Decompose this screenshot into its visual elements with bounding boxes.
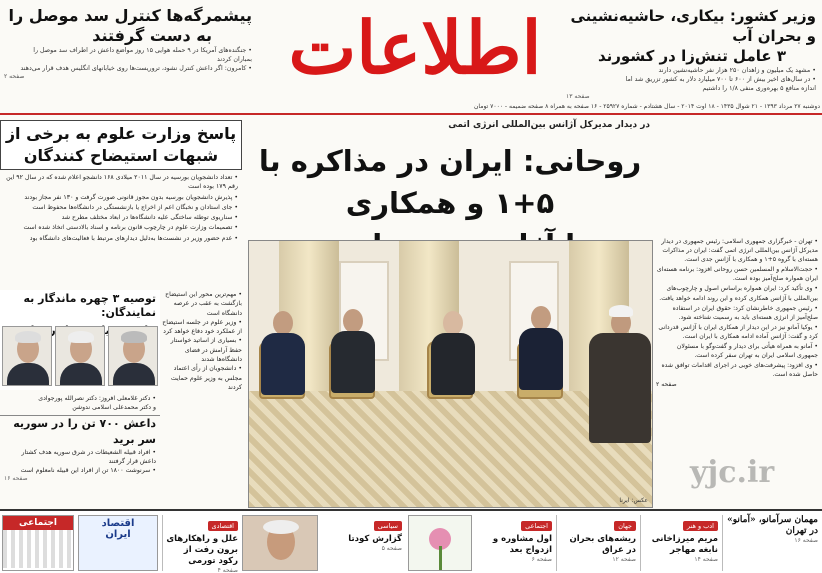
- masthead-right-line: • مشهد یک میلیون و زاهدان ۲۵۰ هزار نفر حاشیه‌نشین دارند: [658, 67, 816, 74]
- teaser-thumbnail: [242, 515, 318, 571]
- masthead-right-headline-1: وزیر کشور: بیکاری، حاشیه‌نشینی و بحران آب: [570, 7, 816, 45]
- teaser-title: ریشه‌های بحران در عراق: [569, 534, 636, 555]
- main-photo[interactable]: [248, 240, 653, 508]
- portrait-photo: [108, 326, 158, 386]
- teaser-strip: [0, 509, 822, 573]
- left-page-ref: صفحه ۱۶: [4, 475, 28, 483]
- watermark-logo: yjc.ir: [690, 455, 775, 490]
- masthead-right-line: • در سال‌های اخیر بیش از ۶۰۰ تا ۷۰۰ میلیارد دلار به کشور تزریق شد اما: [625, 76, 816, 83]
- masthead-divider: [0, 113, 822, 115]
- right-paragraph: • آمانو به همراه هیأتی برای دیدار و گفت‌وگو با مسئولان جمهوری اسلامی ایران به تهران سفر کرده است.: [676, 343, 818, 360]
- masthead-right-story[interactable]: [566, 6, 816, 100]
- left-paragraph: • جای استادان و نخبگان اعم از اخراج یا بازنشستگی در دانشگاه‌ها محفوظ است: [32, 203, 238, 211]
- portrait-photo: [2, 326, 52, 386]
- masthead-left-page: صفحه ۲: [4, 73, 25, 80]
- main-kicker: در دیدار مدیرکل آژانس بین‌المللی انرژی اتمی: [448, 120, 650, 130]
- left-bottom-line: • افراد قبیله الشعیطات در شرق سوریه هدف کشتار داعش قرار گرفتند: [21, 448, 156, 465]
- photo-credit: عکس: ایرنا: [619, 497, 648, 504]
- teaser-page: صفحه ۱۴: [694, 556, 718, 563]
- right-paragraph: • تهران - خبرگزاری جمهوری اسلامی: رئیس جمهوری در دیدار مدیرکل آژانس بین‌المللی انرژی اتمی گفت: ایران در مذاکرات هسته‌ای با گروه ۵+۱ و همکاری با آژانس جدی است.: [661, 238, 818, 264]
- right-paragraph: • یوکیا آمانو نیز در این دیدار از همکاری ایران با آژانس قدردانی کرد و گفت: آژانس آماده ادامه همکاری با ایران است.: [658, 323, 818, 340]
- teaser-item[interactable]: [164, 513, 238, 573]
- left-column: [0, 117, 242, 502]
- teaser-title: اول مشاوره و ازدواج بعد: [492, 534, 552, 555]
- left-mid-line: • بسیاری از اساتید خواستار حفظ آرامش در فضای دانشگاه‌ها شدند: [170, 337, 242, 364]
- teaser-page: صفحه ۱۲: [612, 556, 636, 563]
- left-paragraph: • تصمیمات وزارت علوم در چارچوب قانون برنامه و اسناد بالادستی اتخاذ شده است: [23, 224, 238, 232]
- masthead-left-headline-1: پیشمرگه‌ها کنترل سد موصل را: [8, 6, 252, 25]
- teaser-label: اجتماعی: [3, 516, 73, 530]
- left-mid-line: • دانشجویان از رأی اعتماد مجلس به وزیر علوم حمایت کردند: [170, 365, 242, 391]
- teaser-item[interactable]: [724, 513, 818, 573]
- newspaper-logo: اطلاعات: [288, 5, 542, 90]
- masthead-left-line: بمباران کردند: [217, 56, 252, 63]
- left-paragraph: • سناریوی توطئه ساختگی علیه دانشگاه‌ها در ابعاد مختلف مطرح شد: [61, 214, 238, 222]
- right-paragraph: • رئیس جمهوری خاطرنشان کرد: حقوق ایران در استفاده صلح‌آمیز از انرژی هسته‌ای باید به رسمیت شناخته شود.: [672, 304, 818, 321]
- reps-caption: و دکتر محمدعلی اسلامی ندوشن: [72, 404, 156, 412]
- teaser-label: اجتماعی: [521, 521, 552, 531]
- left-paragraph: • پذیرش دانشجویان بورسیه بدون مجوز قانونی صورت گرفت و ۱۳۰ نفر مجاز بودند: [24, 193, 238, 201]
- left-mid-line: • مهم‌ترین محور این استیضاح بازگشت به عقب در عرصه دانشگاه است: [165, 291, 242, 317]
- teaser-thumbnail[interactable]: [78, 515, 158, 571]
- left-paragraph: • تعداد دانشجویان بورسیه در سال ۲۰۱۱ میلادی ۱۶۸ دانشجو اعلام شده که در سال ۹۲ این رقم ۱۷۹ بوده است: [6, 174, 238, 191]
- teaser-label: جهان: [614, 521, 636, 531]
- left-bottom-headline: داعش ۷۰۰ تن را در سوریه سر برید: [0, 415, 160, 448]
- reps-title-1: توصیه ۳ چهره ماندگار به نمایندگان:: [23, 292, 156, 319]
- teaser-label: اقتصاد: [101, 518, 135, 529]
- teaser-item[interactable]: [642, 513, 718, 573]
- teaser-label: اقتصادی: [208, 521, 238, 531]
- masthead-right-line: اندازه منافع ۵ بهره‌وری منفی ۱/۸ را داشتیم: [702, 85, 816, 92]
- reps-portraits: [2, 326, 158, 386]
- teaser-page: صفحه ۶: [531, 556, 552, 563]
- right-paragraph: • وی افزود: پیشرفت‌های خوبی در اجرای اقدامات توافق شده حاصل شده است.: [661, 362, 818, 379]
- teaser-title: مریم میرزاخانی نابغه مهاجر: [651, 534, 718, 555]
- right-paragraph: • حجت‌الاسلام و المسلمین حسن روحانی افزود: برنامه هسته‌ای ایران همواره صلح‌آمیز بوده است.: [656, 266, 818, 283]
- left-bottom-story[interactable]: [0, 394, 160, 482]
- teaser-page: صفحه ۵: [381, 545, 402, 552]
- teaser-page: صفحه ۱۶: [794, 537, 818, 544]
- teaser-thumbnail: [408, 515, 472, 571]
- portrait-photo: [55, 326, 105, 386]
- left-box-title[interactable]: پاسخ وزارت علوم به برخی از شبهات استیضاح کنندگان: [0, 120, 242, 170]
- left-bottom-line: • سرنوشت ۱۸۰۰ تن از افراد این قبیله نامعلوم است: [20, 467, 156, 475]
- right-page-ref: صفحه ۲: [656, 381, 677, 389]
- reps-caption: • دکتر غلامعلی افروز: دکتر نصرالله پورجوادی: [38, 395, 156, 402]
- masthead-left-line: • جنگنده‌های آمریکا در ۹ حمله هوایی ۱۵ روز مواضع داعش در اطراف سد موصل را: [33, 47, 252, 54]
- teaser-title: مهمان سرآمانو، «آمانو» در تهران: [727, 515, 818, 536]
- teaser-page: صفحه ۴: [217, 567, 238, 573]
- teaser-item[interactable]: [476, 513, 552, 573]
- teaser-item[interactable]: [322, 513, 402, 573]
- left-paragraph: • عدم حضور وزیر در نشست‌ها به‌دلیل دیدارهای مرتبط با فعالیت‌های دانشگاه بود: [29, 234, 238, 242]
- dateline: دوشنبه ۲۷ مرداد ۱۳۹۳ - ۲۱ شوال ۱۴۳۵ - ۱۸ اوت ۲۰۱۴ - سال هشتادم - شماره ۲۵۹۲۷ - ۱۶ صفحه به همراه ۸ صفحه ضمیمه - ۷۰۰۰ تومان: [474, 103, 820, 110]
- left-box-body: [4, 173, 238, 244]
- teaser-title: ایران: [105, 529, 131, 540]
- masthead-left-line: • کامرون: اگر داعش کنترل نشود، تروریست‌ها روی خیابانهای انگلیس هدف قرار می‌دهند: [20, 65, 252, 72]
- teaser-label: سیاسی: [374, 521, 402, 531]
- left-mid-column: [162, 290, 242, 392]
- masthead-left-story[interactable]: [4, 6, 252, 80]
- main-headline-line-1: روحانی: ایران در مذاکره با ۵+۱ و همکاری: [258, 144, 642, 220]
- masthead: [0, 0, 822, 110]
- teaser-label: ادب و هنر: [683, 521, 718, 531]
- left-mid-line: • وزیر علوم در جلسه استیضاح از عملکرد خود دفاع خواهد کرد: [162, 318, 242, 336]
- teaser-title: علل و راهکارهای برون رفت از رکود تورمی: [166, 534, 238, 566]
- teaser-item[interactable]: [558, 513, 636, 573]
- masthead-right-headline-2: ۳ عامل تنش‌زا در کشورند: [598, 47, 786, 65]
- teaser-title: گزارش کودتا: [348, 534, 402, 544]
- reps-box[interactable]: [0, 290, 160, 390]
- masthead-right-page: صفحه ۱۳: [566, 93, 590, 100]
- masthead-left-headline-2: به دست گرفتند: [92, 26, 212, 45]
- teaser-thumbnail[interactable]: [2, 515, 74, 571]
- right-paragraph: • وی تأکید کرد: ایران همواره براساس اصول و چارچوب‌های بین‌المللی با آژانس همکاری کرده و این روند ادامه خواهد یافت.: [659, 285, 818, 302]
